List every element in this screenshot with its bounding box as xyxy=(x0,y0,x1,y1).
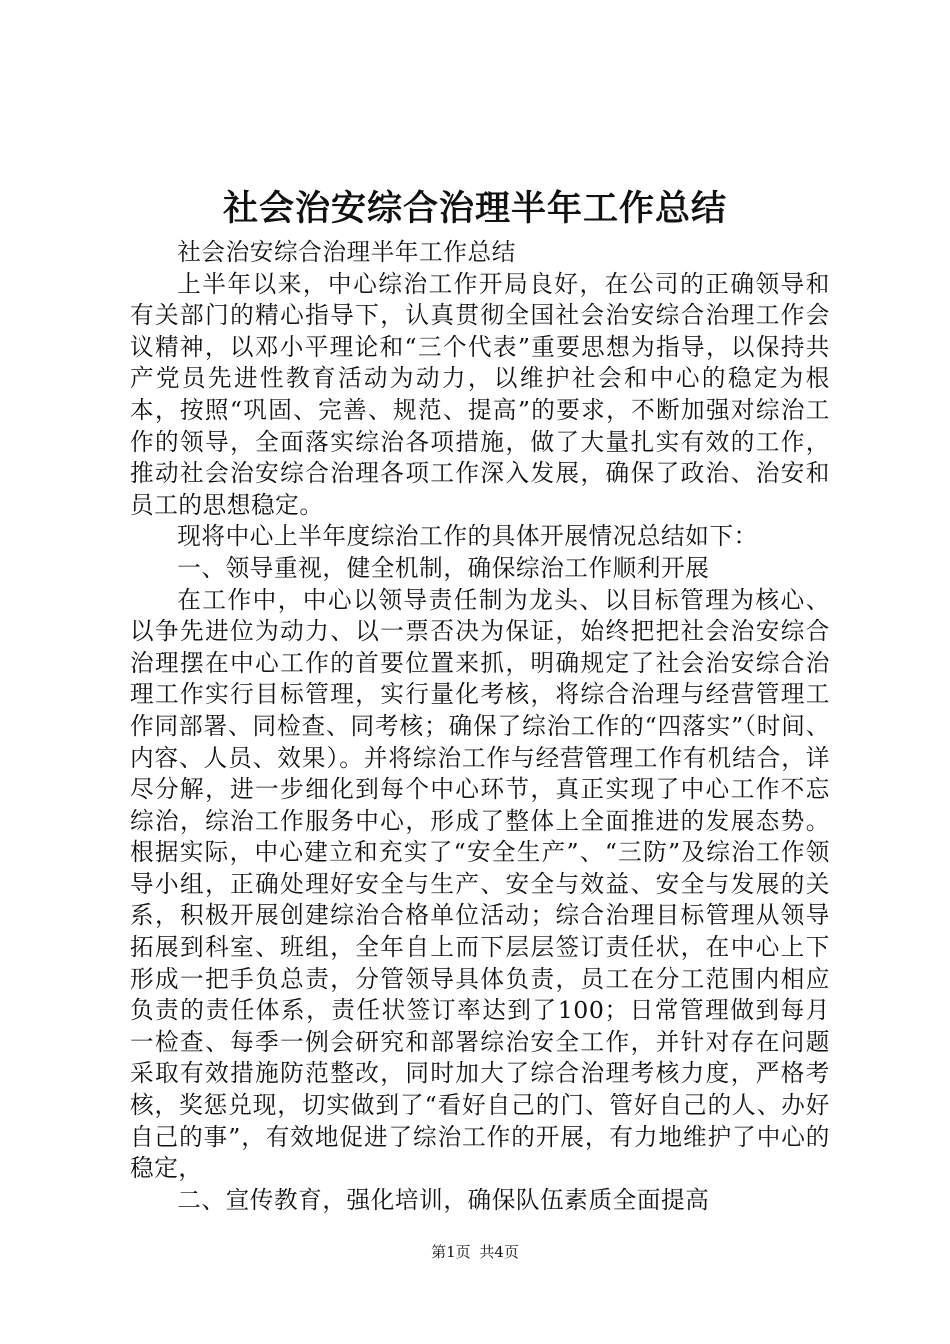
paragraph-summary-lead: 现将中心上半年度综治工作的具体开展情况总结如下： xyxy=(177,522,758,551)
page-number: 第1页 xyxy=(431,1243,471,1261)
page-total: 共4页 xyxy=(479,1243,519,1261)
paragraph-subtitle: 社会治安综合治理半年工作总结 xyxy=(177,238,516,266)
document-title: 社会治安综合治理半年工作总结 xyxy=(222,188,727,229)
paragraph-section-1: 在工作中，中心以领导责任制为龙头、以目标管理为核心、以争先进位为动力、以一票否决为保证，始终把把社会治安综合治理摆在中心工作的首要位置来抓，明确规定了社会治安综合治理工作实行目标管理，实行量化考核，将综合治理与经营管理工作同部署、同检查、同考核；确保了综治工作的“四落实”（时间、内容、人员、效果）。并将综治工作与经营管理工作有机结合，详尽分解，进一步细化到每个中心环节，真正实现了中心工作不忘综治，综治工作服务中心，形成了整体上全面推进的发展态势。根据实际，中心建立和充实了“安全生产”、“三防”及综治工作领导小组，正确处理好安全与生产、安全与效益、安全与发展的关系，积极开展创建综治合格单位活动；综合治理目标管理从领导拓展到科室、班组，全年自上而下层层签订责任状，在中心上下形成一把手负总责，分管领导具体负责，员工在分工范围内相应负责的责任体系，责任状签订率达到了100；日常管理做到每月一检查、每季一例会研究和部署综治安全工作，并针对存在问题采取有效措施防范整改，同时加大了综合治理考核力度，严格考核，奖惩兑现，切实做到了“看好自己的门、管好自己的人、办好自己的事”，有效地促进了综治工作的开展，有力地维护了中心的稳定， xyxy=(130,585,830,1183)
paragraph-intro: 上半年以来，中心综治工作开局良好，在公司的正确领导和有关部门的精心指导下，认真贯彻全国社会治安综合治理工作会议精神，以邓小平理论和“三个代表”重要思想为指导，以保持共产党员先进性教育活动为动力，以维护社会和中心的稳定为根本，按照“巩固、完善、规范、提高”的要求，不断加强对综治工作的领导，全面落实综治各项措施，做了大量扎实有效的工作，推动社会治安综合治理各项工作深入发展，确保了政治、治安和员工的思想稳定。 xyxy=(130,269,830,519)
section-heading-2: 二、宣传教育，强化培训，确保队伍素质全面提高 xyxy=(177,1185,710,1214)
document-body xyxy=(130,237,830,1216)
section-heading-1: 一、领导重视，健全机制，确保综治工作顺利开展 xyxy=(177,553,710,582)
page-footer xyxy=(0,1242,950,1262)
